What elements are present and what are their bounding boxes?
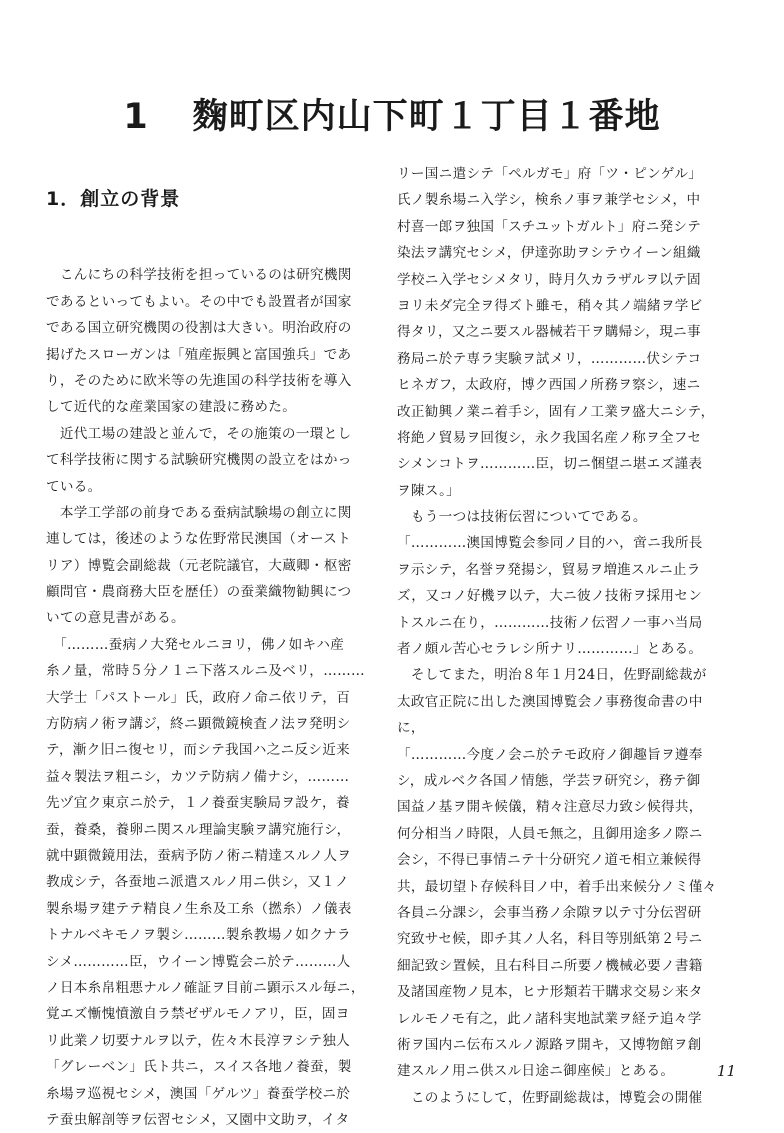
text-line: 「グレーベン」氏ト共ニ，スイス各地ノ養蚕，製 [46,1059,352,1076]
text-line: 共，最切望ト存候科目ノ中，着手出来候分ノミ僅々 [397,878,717,895]
text-line: そしてまた，明治８年１月24日，佐野副総裁が [397,667,707,684]
text-line: 建スルノ用ニ供スル日途ニ御座候」とある。 [397,1063,675,1080]
text-line: ヲ陳ス。」 [397,482,461,499]
text-line: 学校ニ入学セシメタリ，時月久カラザルヲ以テ固 [397,271,701,288]
text-line: 「………蚕病ノ大発セルニヨリ，佛ノ如キハ産 [46,636,345,653]
text-line: 製糸場ヲ建テテ精良ノ生糸及工糸（撚糸）ノ儀表 [46,900,352,917]
text-line: 就中顕微鏡用法，蚕病予防ノ術ニ精達スルノ人ヲ [46,847,352,864]
chapter-title [0,92,784,142]
text-line: 何分相当ノ時限，人員モ無之，且御用途多ノ際ニ [397,825,703,842]
text-line: 太政官正院に出した澳国博覧会ノ事務復命書の中 [397,693,703,710]
text-line: いての意見書がある。 [46,610,185,627]
text-line: もう一つは技術伝習についてである。 [397,509,647,526]
text-line: シメンコトヲ…………臣，切ニ悃望ニ堪エズ謹表 [397,456,703,473]
text-line: シメ…………臣，ウイーン博覧会ニ於テ………人 [46,953,351,970]
text-line: ている。 [46,478,102,495]
text-line: 連しては，後述のような佐野常民澳国（オースト [46,531,351,548]
text-line: 得タリ，又之ニ要スル器械若干ヲ購帰シ，現ニ事 [397,324,701,341]
text-line: ヒネガフ，太政府，博ク西国ノ所務ヲ察シ，速ニ [397,377,701,394]
text-line: シ，成ルベク各国ノ情態，学芸ヲ研究シ，務テ御 [397,772,701,789]
text-line: 務局ニ於テ専ラ実験ヲ試メリ，…………伏シテコ [397,350,702,367]
text-line: ズ，又コノ好機ヲ以テ，大ニ彼ノ技術ヲ採用セン [397,588,703,605]
text-line: 教成シテ，各蚕地ニ派遣スルノ用ニ供シ，又１ノ [46,874,350,891]
text-line: 本学工学部の前身である蚕病試験場の創立に関 [46,504,352,521]
chapter-title-text: 麴町区内山下町１丁目１番地 [192,97,661,137]
page-number: 11 [716,1062,736,1080]
text-line: 国益ノ基ヲ開キ候儀，精々注意尽力致シ候得共， [397,799,703,816]
text-line: ノ日本糸帛粗悪ナルノ確証ヲ目前ニ顕示スル毎ニ， [46,979,365,996]
text-line: り，そのために欧米等の先進国の科学技術を導入 [46,372,352,389]
text-line: 村喜一郎ヲ独国「スチユットガルト」府ニ発シテ [397,218,702,235]
text-line: 「…………澳国博覧会参同ノ目的ハ，啻ニ我所長 [397,535,703,552]
text-line: リー国ニ遣シテ「ペルガモ」府「ツ・ピンゲル」 [397,166,703,182]
text-line: テ，漸ク旧ニ復セリ，而シテ我国ハ之ニ反シ近来 [46,742,351,759]
text-line: 将絶ノ貿易ヲ回復シ，永ク我国名産ノ称ヲ全フセ [397,429,702,446]
text-line: トナルベキモノヲ製シ………製糸教場ノ如クナラ [46,927,351,944]
text-line: リア）博覧会副総裁（元老院議官，大蔵卿・枢密 [46,557,352,574]
text-line: て科学技術に関する試験研究機関の設立をはかっ [46,452,352,469]
text-line: 益々製法ヲ粗ニシ，カツテ防病ノ備ナシ，……… [46,768,350,785]
text-line: 及諸国産物ノ見本，ヒナ形類若干購求交易シ来タ [397,984,703,1001]
text-line: ヨリ未ダ完全ヲ得ズト雖モ，稍々其ノ端緒ヲ学ビ [397,297,703,314]
text-line: 覚エズ慚愧憤激自ラ禁ゼザルモノアリ，臣，固ヨ [46,1006,350,1023]
left-column [46,236,376,1133]
text-line: して近代的な産業国家の建設に務めた。 [46,399,297,416]
text-line: 「…………今度ノ会ニ於テモ政府ノ御趣旨ヲ遵奉 [397,746,703,763]
text-line: レルモノモ有之，此ノ諸科実地試業ヲ経テ追々学 [397,1010,702,1027]
text-line: 術ヲ国内ニ伝布スルノ源路ヲ開キ，又博物館ヲ創 [397,1036,702,1053]
text-line: である国立研究機関の役割は大きい。明治政府の [46,320,352,337]
text-line: 掲げたスローガンは「殖産振興と富国強兵」であ [46,346,352,363]
chapter-number: 1 [123,97,149,137]
text-line: テ蚕虫解剖等ヲ伝習セシメ，又園中文助ヲ，イタ [46,1111,350,1128]
text-line: 方防病ノ術ヲ講ジ，終ニ顕微鏡検査ノ法ヲ発明シ [46,716,351,733]
text-line: であるといってもよい。その中でも設置者が国家 [46,293,352,310]
text-line: ヲ示シテ，名誉ヲ発揚シ，貿易ヲ増進スルニ止ラ [397,561,701,578]
text-line: 細記致シ置候，且右科目ニ所要ノ機械必要ノ書籍 [397,957,703,974]
text-line: 者ノ頗ル苦心セラレシ所ナリ…………」とある。 [397,641,703,658]
text-line: 近代工場の建設と並んで，その施策の一環とし [46,425,352,442]
text-line: 染法ヲ講究セシメ，伊達弥助ヲシテウイーン組織 [397,245,701,262]
text-line: 究致サセ候，即チ其ノ人名，科目等別紙第２号ニ [397,931,703,948]
text-line: トスルニ在り，…………技術ノ伝習ノ一事ハ当局 [397,614,703,631]
text-line: 大学士「パストール」氏，政府ノ命ニ依リテ，百 [46,689,351,706]
text-line: 会シ，不得已事情ニテ十分研究ノ道モ相立兼候得 [397,852,702,869]
text-line: 改正勧興ノ業ニ着手シ，固有ノ工業ヲ盛大ニシテ， [397,403,715,420]
text-line: 各員ニ分課シ，会事当務ノ余隙ヲ以テ寸分伝習研 [397,904,702,921]
text-line: こんにちの科学技術を担っているのは研究機関 [46,267,352,284]
text-line: リ此業ノ切要ナルヲ以テ，佐々木長淳ヲシテ独人 [46,1032,351,1049]
text-line: このようにして，佐野副総裁は，博覧会の開催 [397,1089,703,1106]
text-line: 糸場ヲ巡視セシメ，澳国「ゲルツ」養蚕学校ニ於 [46,1085,351,1102]
text-line: に， [397,720,425,737]
text-line: 顧問官・農商務大臣を歴任）の蚕業織物勧興につ [46,584,352,601]
text-line: 氏ノ製糸場ニ入学シ，検糸ノ事ヲ兼学セシメ，中 [397,192,701,209]
text-line: 先ヅ宜ク東京ニ於テ，１ノ養蚕実験局ヲ設ケ，養 [46,795,350,812]
text-line: 蚕，養桑，養卵ニ関スル理論実験ヲ講究施行シ， [46,821,351,838]
right-column [397,161,737,1111]
section-title: 1．創立の背景 [46,188,181,210]
text-line: 糸ノ量，常時５分ノ１ニ下落スルニ及ベリ，……… [46,663,365,680]
text-line [46,236,376,262]
